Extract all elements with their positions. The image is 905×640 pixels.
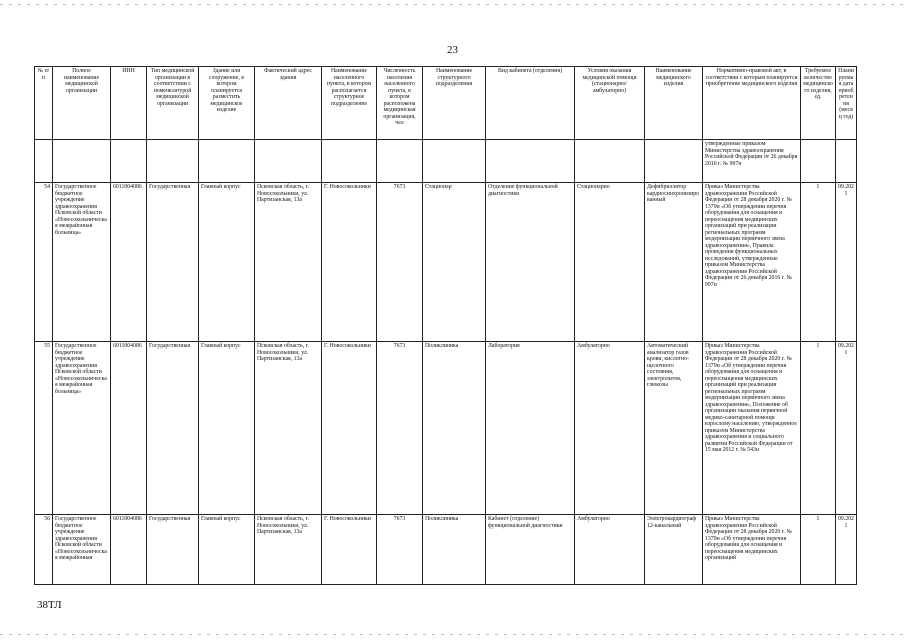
population: 7673 bbox=[377, 183, 423, 342]
structural-unit: Поликлиника bbox=[423, 515, 486, 585]
equipment-table bbox=[34, 66, 857, 585]
table-row bbox=[35, 342, 857, 515]
device-name: Электрокардиограф 12-канальный bbox=[645, 515, 703, 585]
inn: 6011004086 bbox=[111, 515, 147, 585]
population: 7673 bbox=[377, 342, 423, 515]
building: Главный корпус bbox=[199, 342, 255, 515]
header-cell: Требуемое количество медицинского изделия, ед. bbox=[801, 67, 836, 140]
locality: Г. Новосокольники bbox=[322, 342, 377, 515]
legal-act: Приказ Министерства здравоохранения Российской Федерации от 28 декабря 2020 г. № 1379н «Об утверждении перечня оборудования для оснащения и переоснащения медицинских организаций bbox=[703, 515, 801, 585]
header-cell: Вид кабинета (отделения) bbox=[486, 67, 575, 140]
population: 7673 bbox=[377, 515, 423, 585]
purchase-date: 09.2021 bbox=[836, 515, 857, 585]
care-conditions: Стационарно bbox=[575, 183, 645, 342]
org-type: Государственная bbox=[147, 183, 199, 342]
header-cell: Фактический адрес здания bbox=[255, 67, 322, 140]
purchase-date: 09.2021 bbox=[836, 342, 857, 515]
address: Псковская область, г. Новосокольники, ул. Партизанская, 13а bbox=[255, 183, 322, 342]
org-name: Государственное бюджетное учреждение здравоохранения Псковской области «Новосокольническая межрайонная больница» bbox=[53, 342, 111, 515]
quantity: 1 bbox=[801, 342, 836, 515]
page-number: 23 bbox=[447, 44, 458, 56]
device-name: Дефибриллятор кардиосинхронизированный bbox=[645, 183, 703, 342]
header-cell: Тип медицинской организации в соответствии с номенклатурой медицинской организации bbox=[147, 67, 199, 140]
quantity: 1 bbox=[801, 183, 836, 342]
care-conditions: Амбулаторно bbox=[575, 515, 645, 585]
org-name: Государственное бюджетное учреждение здравоохранения Псковской области «Новосокольническая межрайонная больница» bbox=[53, 183, 111, 342]
header-cell: Численность населения населенного пункта, в котором расположена медицинская организация, чел bbox=[377, 67, 423, 140]
scan-artifact-top bbox=[0, 4, 905, 5]
address: Псковская область, г. Новосокольники, ул. Партизанская, 13а bbox=[255, 515, 322, 585]
table-row bbox=[35, 183, 857, 342]
org-name: Государственное бюджетное учреждение здравоохранения Псковской области «Новосокольническая межрайонная bbox=[53, 515, 111, 585]
header-cell: Полное наименование медицинской организации bbox=[53, 67, 111, 140]
header-cell: Условия оказания медицинской помощи (стационарно/ амбулаторно) bbox=[575, 67, 645, 140]
org-type: Государственная bbox=[147, 515, 199, 585]
locality: Г. Новосокольники bbox=[322, 515, 377, 585]
document-code: 38ТЛ bbox=[37, 599, 62, 611]
header-cell: Наименование населенного пункта, в котором располагается структурное подразделение bbox=[322, 67, 377, 140]
header-row bbox=[35, 67, 857, 140]
building: Главный корпус bbox=[199, 183, 255, 342]
row-number: 54 bbox=[35, 183, 53, 342]
scan-artifact-bottom bbox=[0, 634, 905, 635]
purchase-date: 09.2021 bbox=[836, 183, 857, 342]
inn: 6011004086 bbox=[111, 183, 147, 342]
table-row bbox=[35, 515, 857, 585]
cabinet-type: Кабинет (отделение) функциональной диагностики bbox=[486, 515, 575, 585]
building: Главный корпус bbox=[199, 515, 255, 585]
structural-unit: Поликлиника bbox=[423, 342, 486, 515]
quantity: 1 bbox=[801, 515, 836, 585]
header-cell: Наименование медицинского изделия bbox=[645, 67, 703, 140]
header-cell: ИНН bbox=[111, 67, 147, 140]
locality: Г. Новосокольники bbox=[322, 183, 377, 342]
continuation-act-text: утвержденные приказом Министерства здравоохранения Российской Федерации от 26 декабря 2016 г. № 997н bbox=[703, 140, 801, 183]
inn: 6011004086 bbox=[111, 342, 147, 515]
header-cell: Планируемая дата приобретения (месяц год) bbox=[836, 67, 857, 140]
continuation-row bbox=[35, 140, 857, 183]
address: Псковская область, г. Новосокольники, ул. Партизанская, 13а bbox=[255, 342, 322, 515]
device-name: Автоматический анализатор газов крови, кислотно-щелочного состояния, электролитов, глюкозы bbox=[645, 342, 703, 515]
legal-act: Приказ Министерства здравоохранения Российской Федерации от 28 декабря 2020 г. № 1379н «Об утверждении перечня оборудования для оснащения и переоснащения медицинских организаций при реализации региональных программ модернизации первичного звена здравоохранения», Положение об организации оказания первичной медико-санитарной помощи взрослому населению, утвержденное приказом Министерства здравоохранения и социального развития Российской Федерации от 15 мая 2012 г. № 543н bbox=[703, 342, 801, 515]
header-cell: № п/п bbox=[35, 67, 53, 140]
org-type: Государственная bbox=[147, 342, 199, 515]
row-number: 55 bbox=[35, 342, 53, 515]
row-number: 56 bbox=[35, 515, 53, 585]
header-cell: Наименование структурного подразделения bbox=[423, 67, 486, 140]
structural-unit: Стационар bbox=[423, 183, 486, 342]
care-conditions: Амбулаторно bbox=[575, 342, 645, 515]
cabinet-type: Отделение функциональной диагностики bbox=[486, 183, 575, 342]
header-cell: Здание или сооружение, в котором планируется разместить медицинское изделие bbox=[199, 67, 255, 140]
cabinet-type: Лаборатория bbox=[486, 342, 575, 515]
legal-act: Приказ Министерства здравоохранения Российской Федерации от 28 декабря 2020 г. № 1379н «Об утверждении перечня оборудования для оснащения и переоснащения медицинских организаций при реализации региональных программ модернизации первичного звена здравоохранения», Правила проведения функциональных исследований, утвержденные приказом Министерства здравоохранения Российской Федерации от 26 декабря 2016 г. № 997н bbox=[703, 183, 801, 342]
header-cell: Нормативно-правовой акт, в соответствии с которым планируется приобретение медицинского изделия bbox=[703, 67, 801, 140]
